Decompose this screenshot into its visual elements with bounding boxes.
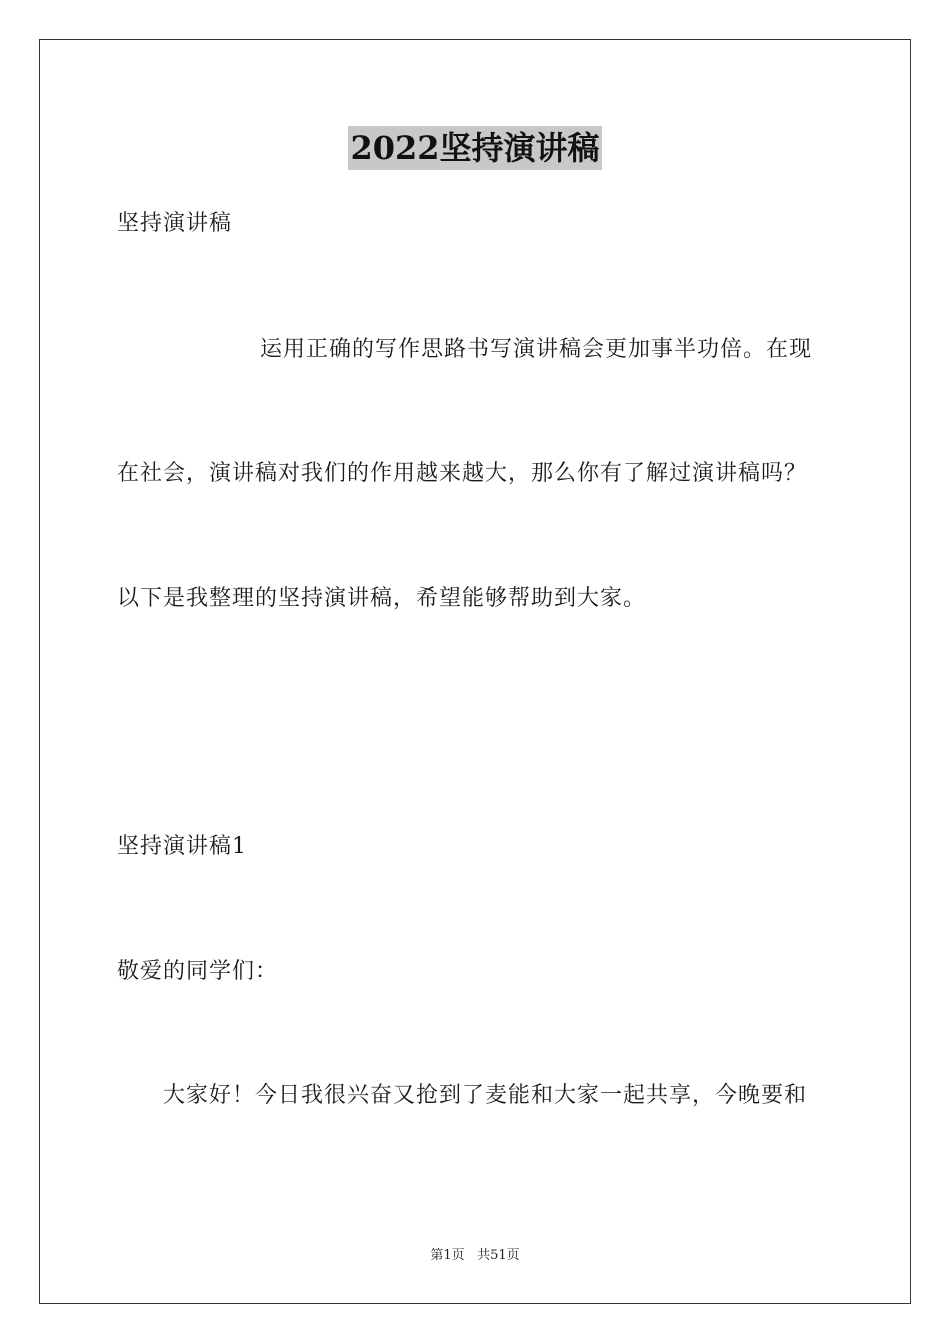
- page-total: 共51页: [477, 1248, 520, 1263]
- document-title: 2022坚持演讲稿: [348, 126, 601, 170]
- paragraph-line-2: 运用正确的写作思路书写演讲稿会更加事半功倍。在现: [260, 337, 813, 362]
- paragraph-line-4: 以下是我整理的坚持演讲稿，希望能够帮助到大家。: [117, 586, 647, 611]
- paragraph-line-5: 大家好！今日我很兴奋又抢到了麦能和大家一起共享，今晚要和: [163, 1083, 808, 1108]
- title-wrap: [0, 126, 950, 170]
- salutation-line: 敬爱的同学们：: [117, 959, 279, 984]
- page-footer: [0, 1247, 950, 1265]
- section-heading-1: 坚持演讲稿1: [117, 834, 247, 859]
- page-number: 第1页: [430, 1248, 465, 1263]
- paragraph-line-1: 坚持演讲稿: [117, 211, 233, 236]
- paragraph-line-3: 在社会，演讲稿对我们的作用越来越大，那么你有了解过演讲稿吗？: [117, 461, 808, 486]
